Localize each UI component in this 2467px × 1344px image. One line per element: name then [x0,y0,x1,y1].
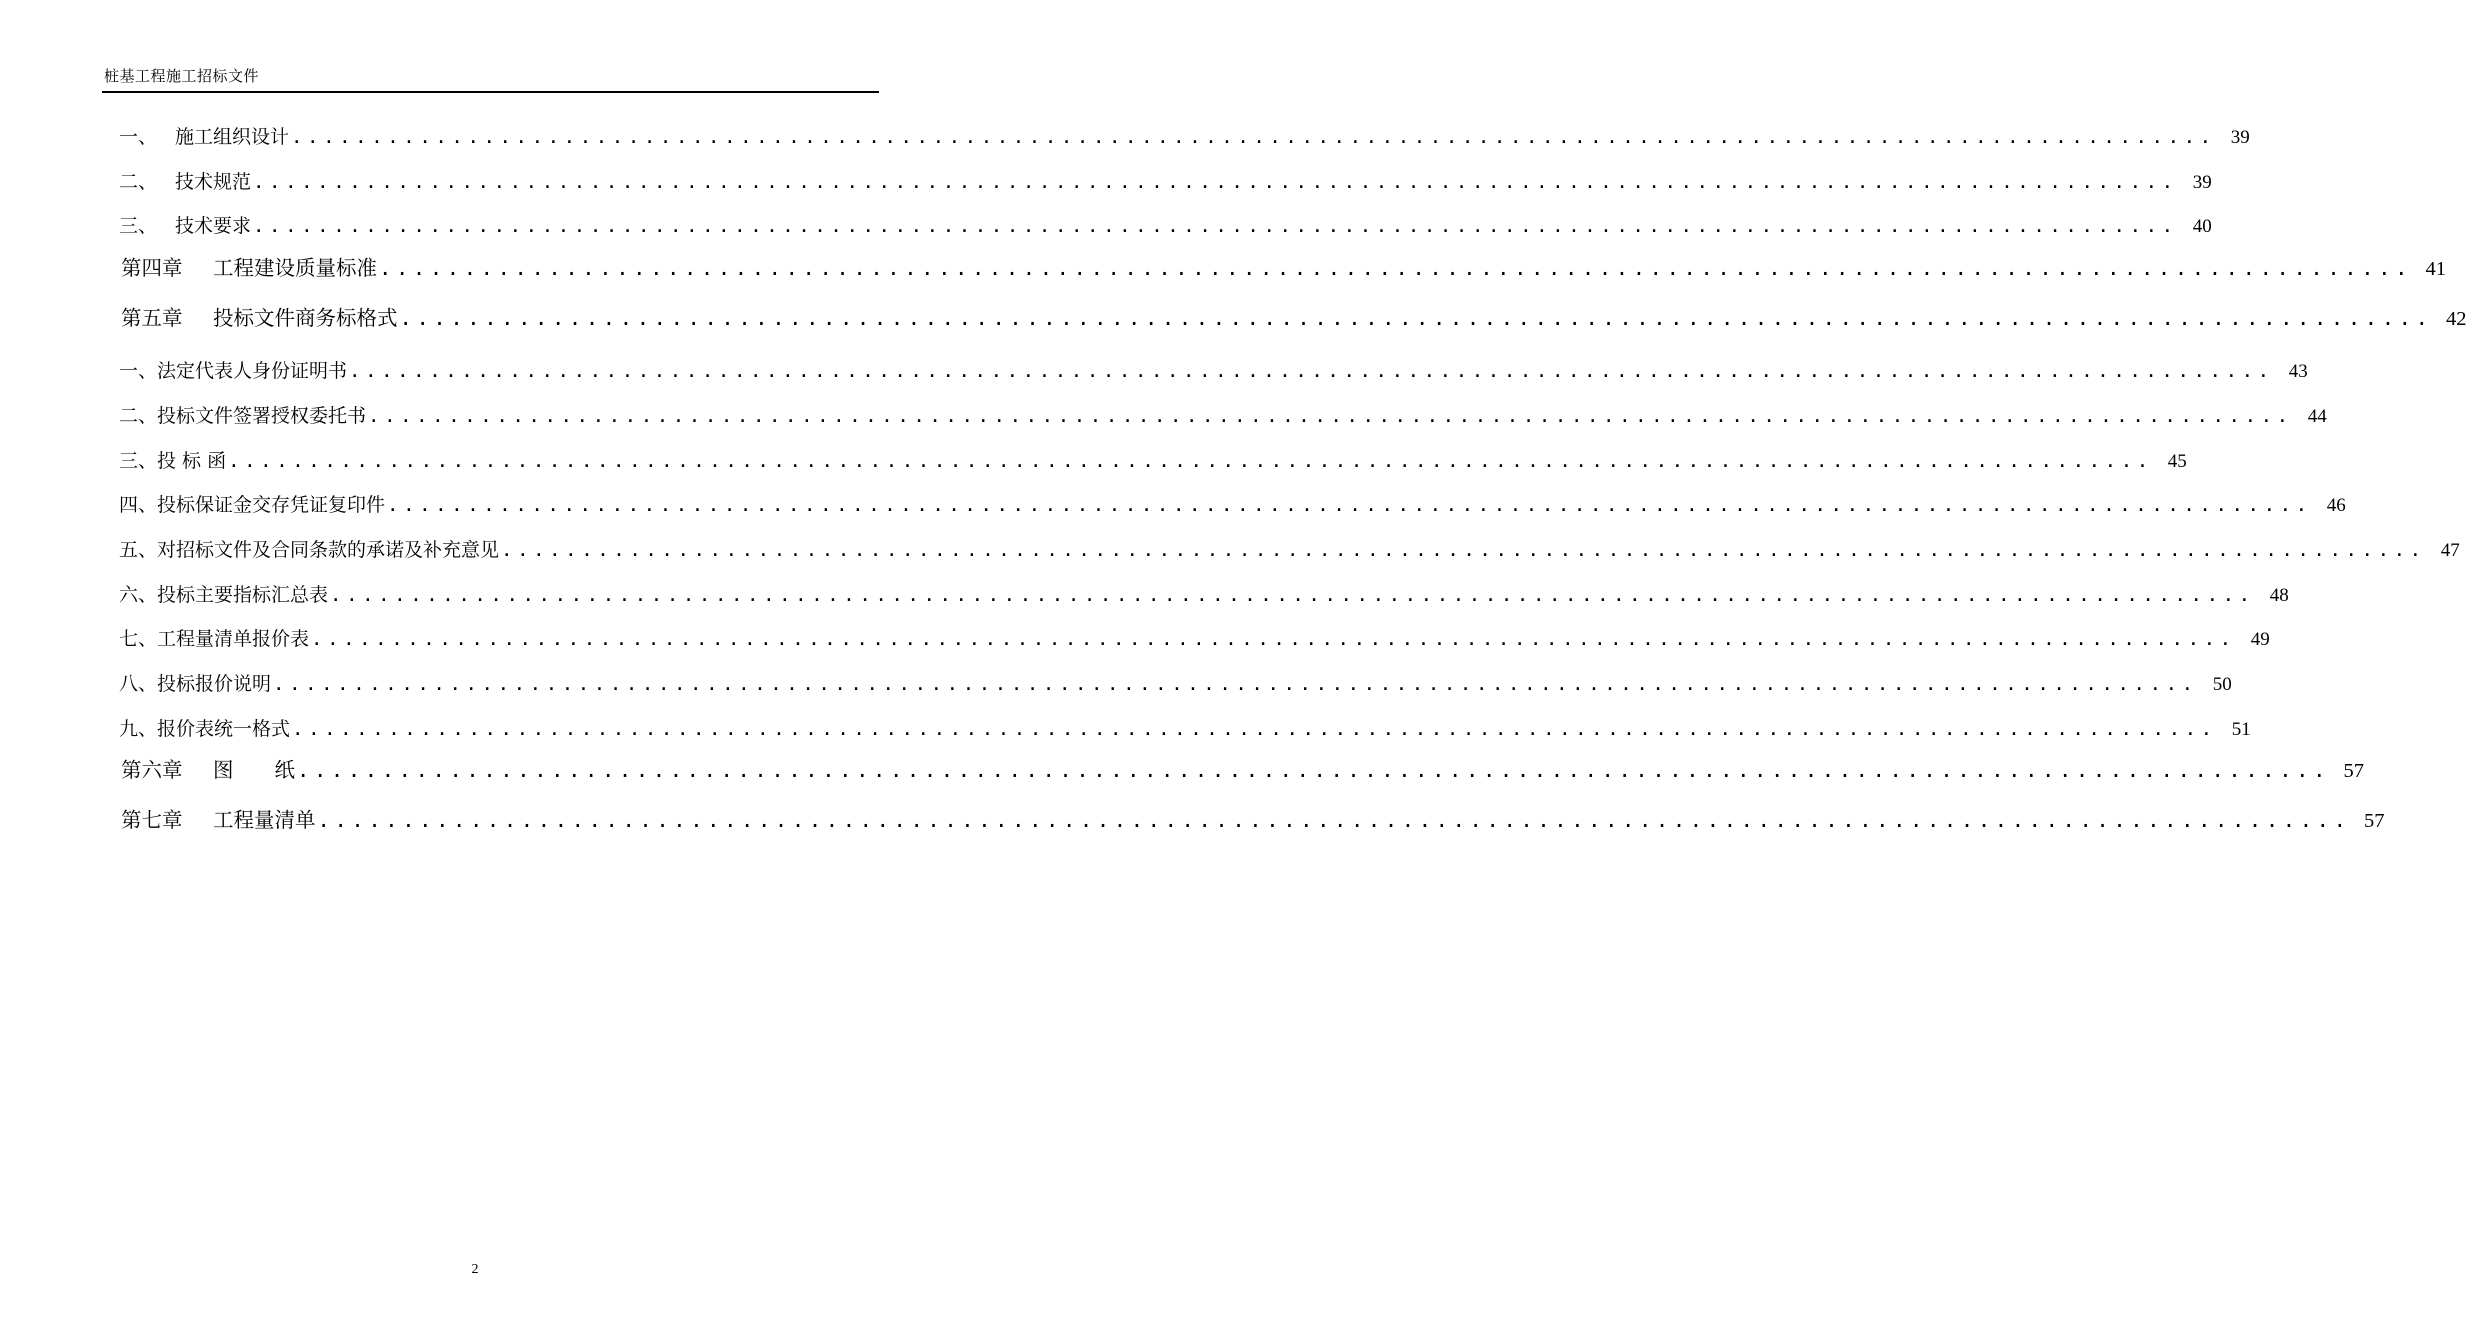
toc-leader-dots: ........................................................................................................................ [311,628,2236,650]
toc-entry[interactable] [119,535,2460,562]
toc-entry-number: 六、 [119,584,158,606]
toc-entry[interactable] [119,211,2212,238]
toc-entry-number: 八、 [119,673,158,695]
toc-entry[interactable] [119,446,2187,473]
toc-leader-dots: ........................................................................................................................ [317,808,2351,832]
toc-leader-dots: ........................................................................................................................ [387,494,2312,516]
toc-entry-number: 三、 [119,450,158,472]
toc-entry-number: 二、 [119,405,158,427]
toc-entry-title: 工程量清单报价表 [157,628,310,650]
toc-entry-number: 四、 [119,494,158,516]
toc-entry-page: 41 [2425,258,2447,280]
toc-entry-title: 法定代表人身份证明书 [157,360,348,382]
toc-entry[interactable] [119,580,2289,607]
toc-leader-dots: ........................................................................................................................ [297,758,2331,782]
toc-entry-title: 工程建设质量标准 [213,256,377,280]
toc-leader-dots: ........................................................................................................................ [253,215,2178,237]
toc-leader-dots: ........................................................................................................................ [368,405,2293,427]
toc-entry-title: 施工组织设计 [175,126,290,148]
toc-entry-number: 第五章 [121,306,183,330]
toc-entry-title: 投标报价说明 [157,673,272,695]
toc-entry-number: 七、 [119,628,158,650]
toc-chapter-entry[interactable] [121,251,2447,281]
toc-entry-title: 报价表统一格式 [157,718,291,740]
toc-entry-number: 九、 [119,718,158,740]
toc-entry-page: 57 [2364,810,2385,832]
toc-entry-title: 投标主要指标汇总表 [157,584,329,606]
toc-entry-number: 三、 [119,215,158,237]
toc-chapter-entry[interactable] [121,301,2467,331]
toc-entry-number: 五、 [119,539,158,561]
toc-entry-page: 57 [2343,760,2365,782]
toc-entry-title: 技术要求 [175,215,252,237]
toc-entry-title: 投 标 函 [157,450,227,472]
toc-chapter-entry[interactable] [121,803,2385,833]
toc-entry-page: 50 [2212,674,2232,695]
toc-entry-number: 二、 [119,171,158,193]
toc-entry-number: 一、 [119,126,158,148]
toc-entry-page: 51 [2231,719,2251,740]
toc-leader-dots: ........................................................................................................................ [228,450,2153,472]
toc-leader-dots: ........................................................................................................................ [399,306,2433,330]
toc-entry-number: 第六章 [121,758,183,782]
toc-leader-dots: ........................................................................................................................ [501,539,2426,561]
toc-entry-page: 42 [2446,308,2467,330]
toc-leader-dots: ........................................................................................................................ [253,171,2178,193]
toc-entry-title: 对招标文件及合同条款的承诺及补充意见 [157,539,500,561]
toc-entry-page: 46 [2326,495,2346,516]
toc-entry-page: 40 [2192,216,2212,237]
toc-leader-dots: ........................................................................................................................ [330,584,2255,606]
toc-entry-page: 47 [2440,540,2460,561]
toc-entry-page: 45 [2167,451,2187,472]
toc-entry[interactable] [119,122,2250,149]
page-number: 2 [471,1262,479,1277]
document-header-title: 桩基工程施工招标文件 [104,67,260,85]
toc-entry-title: 图 纸 [213,758,295,782]
toc-entry-page: 39 [2192,172,2212,193]
toc-entry[interactable] [119,401,2327,428]
toc-entry-page: 44 [2307,406,2327,427]
toc-chapter-entry[interactable] [121,753,2365,783]
toc-entry-number: 第七章 [121,808,183,832]
toc-leader-dots: ........................................................................................................................ [379,256,2413,280]
toc-entry-title: 技术规范 [175,171,252,193]
toc-entry[interactable] [119,167,2212,194]
toc-entry-title: 投标文件签署授权委托书 [157,405,367,427]
toc-leader-dots: ........................................................................................................................ [292,718,2217,740]
toc-entry-title: 投标保证金交存凭证复印件 [157,494,386,516]
toc-entry-title: 工程量清单 [213,808,316,832]
toc-entry-number: 一、 [119,360,158,382]
toc-entry[interactable] [119,714,2251,741]
toc-entry-title: 投标文件商务标格式 [213,306,398,330]
toc-entry[interactable] [119,356,2308,383]
toc-leader-dots: ........................................................................................................................ [291,126,2216,148]
toc-entry-number: 第四章 [121,256,183,280]
toc-entry-page: 49 [2250,629,2270,650]
toc-entry[interactable] [119,490,2346,517]
toc-entry-page: 39 [2230,127,2250,148]
toc-entry-page: 48 [2269,585,2289,606]
toc-leader-dots: ........................................................................................................................ [349,360,2274,382]
toc-entry[interactable] [119,669,2232,696]
toc-entry[interactable] [119,624,2270,651]
toc-entry-page: 43 [2288,361,2308,382]
toc-leader-dots: ........................................................................................................................ [273,673,2198,695]
